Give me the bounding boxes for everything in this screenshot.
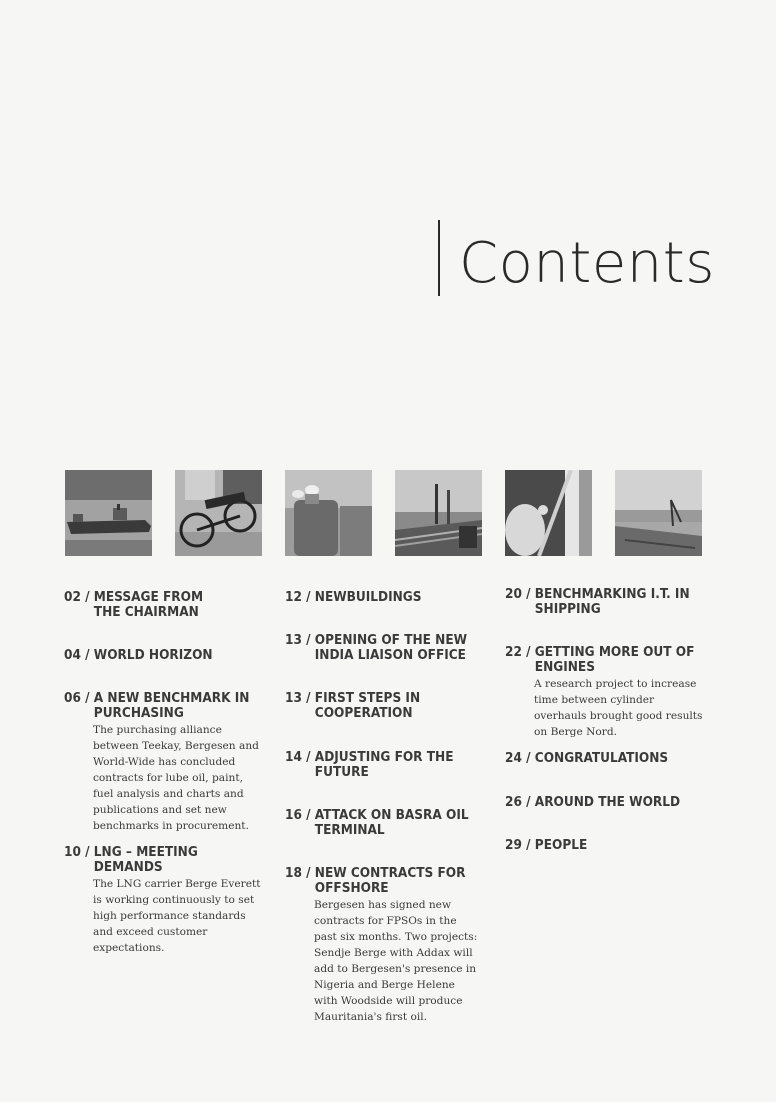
offshore-terminal-photo	[615, 470, 702, 556]
toc-entry[interactable]: 10 / LNG – MEETING DEMANDS The LNG carrier Berge Everett is working continuously to set high performance standards and exceed customer expectations.	[64, 845, 264, 956]
toc-entry[interactable]: 22 / GETTING MORE OUT OF ENGINES A research project to increase time between cylinder overhauls brought good results on Berge Nord.	[505, 645, 705, 740]
toc-entry-title: FIRST STEPS IN COOPERATION	[314, 690, 421, 721]
toc-entry-title: NEWBUILDINGS	[314, 589, 422, 605]
toc-entry-title: ATTACK ON BASRA OIL TERMINAL	[314, 807, 469, 838]
toc-entry-title: BENCHMARKING I.T. IN SHIPPING	[534, 586, 690, 617]
toc-entry[interactable]: 02 / MESSAGE FROM THE CHAIRMAN	[64, 590, 264, 620]
toc-entry-title: A NEW BENCHMARK IN PURCHASING	[93, 690, 250, 721]
tanker-at-sea-photo	[65, 470, 152, 556]
toc-entry-title: PEOPLE	[534, 837, 588, 853]
toc-entry[interactable]: 04 / WORLD HORIZON	[64, 647, 213, 663]
toc-entry-title: NEW CONTRACTS FOR OFFSHORE	[314, 865, 466, 896]
toc-entry-title: CONGRATULATIONS	[534, 750, 669, 766]
toc-entry[interactable]: 12 / NEWBUILDINGS	[285, 589, 422, 605]
page-title: Contents	[459, 231, 715, 296]
toc-entry-description: A research project to increase time between cylinder overhauls brought good results on Berge Nord.	[534, 678, 703, 738]
cannon-photo	[175, 470, 262, 556]
toc-entry-title: ADJUSTING FOR THE FUTURE	[314, 749, 454, 780]
title-divider	[438, 220, 440, 296]
toc-entry-title: OPENING OF THE NEW INDIA LIAISON OFFICE	[314, 632, 468, 663]
toc-entry-title: MESSAGE FROM THE CHAIRMAN	[93, 589, 204, 620]
toc-entry[interactable]: 13 / FIRST STEPS IN COOPERATION	[285, 691, 485, 721]
toc-entry[interactable]: 20 / BENCHMARKING I.T. IN SHIPPING	[505, 587, 705, 617]
toc-entry-description: Bergesen has signed new contracts for FPSOs in the past six months. Two projects: Sendje Berge with Addax will add to Bergesen's presence in Nigeria and Berge Helene with Woodside will produce Mauritania's first oil.	[314, 899, 478, 1023]
toc-entry[interactable]: 29 / PEOPLE	[505, 837, 588, 853]
ship-deck-pipes-photo	[395, 470, 482, 556]
toc-entry-title: GETTING MORE OUT OF ENGINES	[534, 644, 695, 675]
toc-entry-title: AROUND THE WORLD	[534, 794, 681, 810]
toc-entry-description: The purchasing alliance between Teekay, Bergesen and World-Wide has concluded contracts for lube oil, paint, fuel analysis and charts and publications and set new benchmarks in procurement.	[93, 724, 259, 832]
toc-entry[interactable]: 24 / CONGRATULATIONS	[505, 750, 669, 766]
toc-entry[interactable]: 14 / ADJUSTING FOR THE FUTURE	[285, 749, 454, 780]
toc-entry[interactable]: 16 / ATTACK ON BASRA OIL TERMINAL	[285, 808, 485, 838]
toc-entry[interactable]: 06 / A NEW BENCHMARK IN PURCHASING The purchasing alliance between Teekay, Bergesen and World-Wide has concluded contracts for lube oil, paint, fuel analysis and charts and publications and set new benchmarks in procurement.	[64, 691, 264, 834]
toc-entry-title: WORLD HORIZON	[93, 647, 213, 663]
engine-maintenance-photo	[505, 470, 592, 556]
toc-entry[interactable]: 18 / NEW CONTRACTS FOR OFFSHORE Bergesen has signed new contracts for FPSOs in the past six months. Two projects: Sendje Berge with Addax will add to Bergesen's presence in Nigeria and Berge Helene with Woodside will produce Mauritania's first oil.	[285, 865, 478, 1023]
workers-in-hardhats-photo	[285, 470, 372, 556]
toc-entry-description: The LNG carrier Berge Everett is working continuously to set high performance standards and exceed customer expectations.	[93, 878, 261, 954]
toc-entry-title: LNG – MEETING DEMANDS	[93, 844, 198, 875]
toc-entry[interactable]: 26 / AROUND THE WORLD	[505, 794, 681, 810]
toc-entry[interactable]: 13 / OPENING OF THE NEW INDIA LIAISON OFFICE	[285, 633, 485, 663]
